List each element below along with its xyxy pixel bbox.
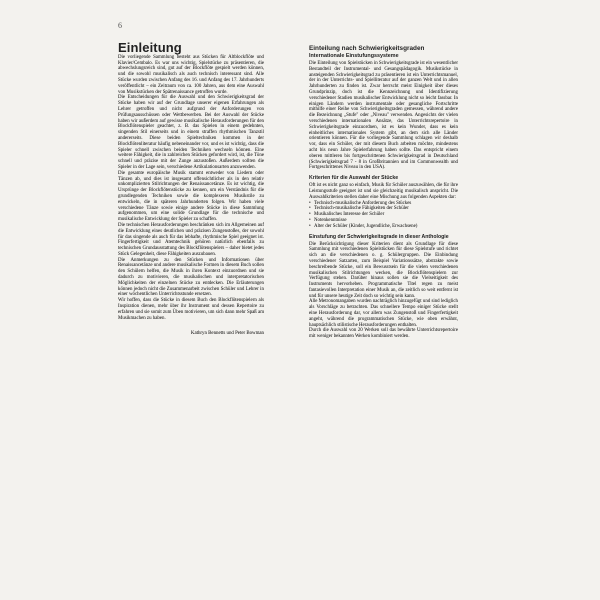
body-paragraph: Die technischen Herausforderungen beschränken sich im Allgemeinen auf die Entwicklung eines deutlichen und präzisen Zungenstoßes, der sowohl für das singende als auch für das lebhafte, rhythmische Spiel geeignet ist. Fingerfertigkeit und Atemtechnik gehören natürlich ebenfalls zu technischen Grundausstattung des Blockflötenspielers – daher bietet jedes Stück Gelegenheit, diese Fähigkeiten auszubauen. [118, 222, 264, 257]
right-column [309, 45, 458, 340]
left-column [118, 40, 264, 337]
list-item: • Alter der Schüler (Kinder, Jugendliche, Erwachsene) [309, 224, 458, 230]
list-item: • Notenkenntnisse [309, 218, 458, 224]
body-paragraph: Die Anmerkungen zu den Stücken und Informationen über Renaissancetänze und andere musikalische Formen in diesem Buch sollen den Schülern helfen, die Musik in ihren Kontext einzuordnen und sie dadurch zu motivieren, die musikalischen und interpretatorischen Möglichkeiten der einzelnen Stücke zu entdecken. Die Erläuterungen können jedoch nicht die Zusammenarbeit zwischen Schüler und Lehrer in einer wöchentlichen Unterrichtsstunde ersetzen. [118, 257, 264, 298]
criteria-heading: Kriterien für die Auswahl der Stücke [309, 175, 399, 182]
rating-heading: Einstufung der Schwierigkeitsgrade in dieser Anthologie [309, 233, 449, 240]
section-subtitle: Internationale Einstufungssysteme [309, 53, 399, 59]
criteria-list [309, 201, 458, 230]
body-paragraph: Die gesamte europäische Musik stammt entweder von Liedern oder Tänzen ab, und dies ist insgesamt offensichtlicher als in den relativ unkomplizierten Stilrichtungen der Renaissancetänze. Es ist wichtig, die Ursprünge der Blockflötenstücke zu kennen, um ein Verständnis für die grundlegenden Techniken sowie die komplexeren Musikstile zu entwickeln, die in späteren Jahrhunderten folgen. Wir haben viele verschiedene Tänze sowie einige andere Stücke in diese Sammlung aufgenommen, um eine solide Grundlage für die technische und musikalische Entwicklung der Spieler zu schaffen. [118, 170, 264, 223]
intro-paragraph: Die vorliegende Sammlung besteht aus Stücken für Altblockflöte und Klavier/Cembalo. Es war uns wichtig, Spielstücke zu präsentieren, die abwechslungsreich sind, gut auf der Blockflöte gespielt werden können, und die sowohl musikalisch als auch technisch interessant sind. Alle Stücke wurden zwischen Anfang des 16. und Anfang des 17. Jahrhunderts veröffentlicht – ein Zeitraum von ca. 100 Jahren, aus dem eine Auswahl von Musikstücken der Spätrenaissance getroffen wurde. [118, 54, 264, 95]
grading-paragraph: Die Einteilung von Spielstücken in Schwierigkeitsgrade ist ein wesentlicher Bestandteil der Instrumental- und Gesangspädagogik. Musikstücke in ansteigenden Schwierigkeitsgrad zu präsentieren ist ein Unterrichtsmanuel, der in der Unterrichts- und Spielliteratur auf der ganzen Welt und in allen Jahrhunderten zu finden ist. Zwar herrscht meist Einigkeit über dieses Grundprinzip, doch ist die Kennzeichnung und Identifizierung verschiedener Stadien musikalischer Entwicklung nicht so leicht fassbar. In einigen Ländern werden instrumentale oder gesangliche Fortschritte mithilfe einer Reihe von Schwierigkeitsgraden gemessen, während andere die Bezeichnung „Stufe" oder „Niveau" verwenden. Angesichts der vielen verschiedenen internationalen Ansätze, das Unterrichtsrepertoire in Schwierigkeitsgrade einzuordnen, ist es kein Wunder, dass es kein einheitliches internationales System gibt, an dem sich alle Länder orientieren können. Für die vorliegende Sammlung schlagen wir deshalb vor, dass ein Schüler, der mit diesem Buch arbeiten möchte, mindestens acht bis neun Jahre Spielerfahrung haben sollte. Das entspricht einem oberen mittleren bis fortgeschrittenen Schwierigkeitsgrad in Deutschland (Schwierigkeitsgrad 7 - 8 in Großbritannien und im Commonwealth und Fortgeschrittenes Niveau in den USA). [309, 61, 458, 171]
page-number: 6 [118, 21, 122, 30]
body-paragraph: Die Entscheidungen für die Auswahl und den Schwierigkeitsgrad der Stücke haben wir auf der Grundlage unserer eigenen Erfahrungen als Lehrer getroffen und nicht aufgrund der Anforderungen von Prüfungsausschüssen oder Wettbewerben. Bei der Auswahl der Stücke haben wir außerdem auf gewisse musikalische Herausforderungen für den Blockflötenspieler geachtet, z. B. das Spielen in einem gedehnten, singenden Stil einerseits und in einem straffen rhythmischen Tanzstil andererseits. Diese beiden Spieltechniken kommen in der Blockflötenliteratur häufig nebeneinander vor, und es ist wichtig, dass die Spieler schnell zwischen beiden Techniken wechseln können. Eine weitere Fähigkeit, die in zahlreichen Stücken gefordert wird, ist, die Töne schnell und präzise mit der Zunge anzustoßen. Außerdem sollten die Spieler in der Lage sein, verschiedene Artikulationsarten anzuwenden. [118, 95, 264, 170]
rating-paragraph: Durch die Auswahl von 20 Werken soll das bewährte Unterrichtsrepertoire mit weniger bekannten Werken kombiniert werden. [309, 328, 458, 340]
section-title: Einteilung nach Schwierigkeitsgraden [309, 45, 425, 52]
body-paragraph: Wir hoffen, dass die Stücke in diesem Buch den Blockflötenspielern als Inspiration dienen, mehr über ihr Instrument und dessen Repertoire zu erfahren und sie somit zum Üben motivieren, um sich dann mehr Spaß am Musikmachen zu haben. [118, 298, 264, 321]
list-item: • Technisch-musikalische Anforderung des Stückes [309, 201, 458, 207]
criteria-paragraph: Oft ist es nicht ganz so einfach, Musik für Schüler auszuwählen, die für ihre Leistungsstufe geeignet ist und sie gleichzeitig musikalisch anspricht. Die Auswahlkriterien stellen daher eine Mischung aus folgenden Aspekten dar: [309, 183, 458, 200]
list-item: • Technisch-musikalische Fähigkeiten der Schüler [309, 206, 458, 212]
authors-signature: Kathryn Bennetts und Peter Bowman [190, 331, 264, 337]
page-title: Einleitung [118, 40, 182, 55]
rating-paragraph: Alle Metronomangaben wurden nachträglich hinzugefügt und sind lediglich als Vorschläge zu betrachten. Das schnellere Tempo einiger Stücke stellt eine Herausforderung dar, vor allem was Zungenstoß und Fingerfertigkeit angeht, während die programmatischen Stücke, wie oben erwähnt, hauptsächlich stilistische Herausforderungen enthalten. [309, 299, 458, 328]
list-item: • Musikalisches Interesse der Schüler [309, 212, 458, 218]
rating-paragraph: Die Berücksichtigung dieser Kriterien dient als Grundlage für diese Sammlung mit verschiedenen Spielstücken für diese Spielstufe und richtet sich an die verschiedenen o. g. Schülergruppen. Die Einbindung verschiedener Satzarten, zum Beispiel Variationssätze, abstrakte sowie beschreibende Stücke, soll ein Bewusstsein für die vielen verschiedenen musikalischen Stilrichtungen wecken, die Blockflötenspielern zur Verfügung stehen. Darüber hinaus sollen sie die Vielseitigkeit des Instruments hervorheben. Programmatische Titel regen zu meist fantasievollen Interpretation einer Musik an, die zeitlich so weit entfernt ist und für unsere heutige Zeit doch so wichtig sein kann. [309, 241, 458, 299]
